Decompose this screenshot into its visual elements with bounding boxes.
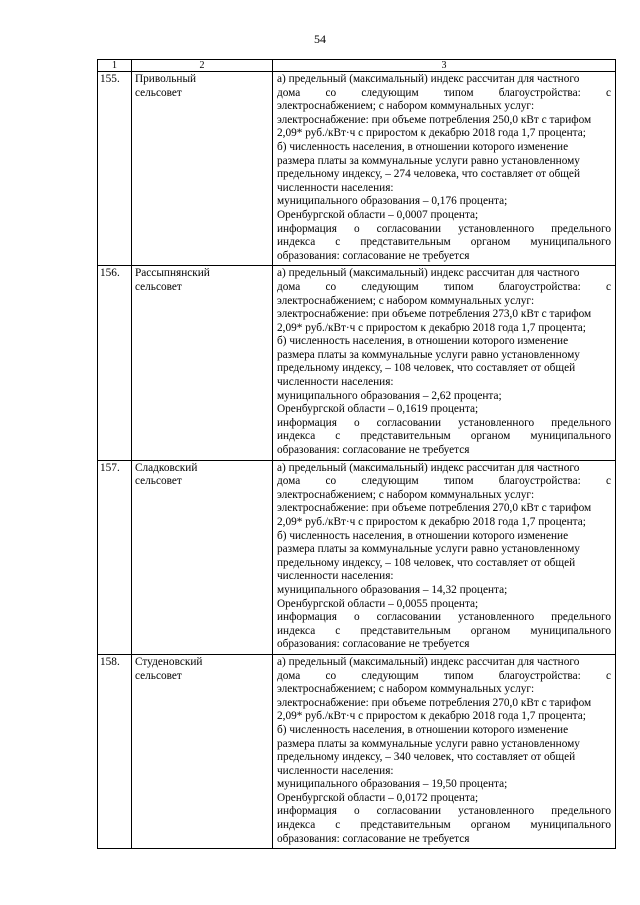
description-line: Оренбургской области – 0,0007 процента; [277,208,479,221]
index-description [273,72,616,266]
description-line: 2,09* руб./кВт·ч с приростом к декабрю 2018 года 1,7 процента; [277,321,586,334]
description-line: численности населения: [277,181,394,194]
table-row [98,266,616,460]
description-line: муниципального образования – 19,50 процента; [277,778,508,791]
municipality-name [132,266,273,460]
description-line: а) предельный (максимальный) индекс рассчитан для частного [277,267,580,280]
description-line: предельному индексу, – 340 человек, что составляет от общей [277,751,576,764]
description-line: индекса с представительным органом муниципального [277,236,611,249]
table-body [98,72,616,849]
description-line: Оренбургской области – 0,0172 процента; [277,791,479,804]
description-line: Оренбургской области – 0,1619 процента; [277,403,479,416]
description-line: электроснабжением; с набором коммунальных услуг: [277,100,535,113]
description-line: электроснабжение: при объеме потребления 270,0 кВт с тарифом [277,502,592,515]
description-line: дома со следующим типом благоустройства: с [277,280,611,293]
description-line: дома со следующим типом благоустройства: с [277,86,611,99]
description-line: предельному индексу, – 108 человек, что составляет от общей [277,362,576,375]
municipality-name-line-2: сельсовет [135,475,182,488]
column-header-2: 2 [132,60,273,72]
description-line: 2,09* руб./кВт·ч с приростом к декабрю 2018 года 1,7 процента; [277,516,586,528]
table-row [98,654,616,848]
description-line: информация о согласовании установленного предельного [277,416,611,429]
description-line: индекса с представительным органом муниципального [277,819,611,832]
row-number: 157. [98,460,132,654]
description-line: б) численность населения, в отношении которого изменение [277,723,569,736]
column-header-1: 1 [98,60,132,72]
description-line: образования: согласование не требуется [277,638,470,651]
description-line: а) предельный (максимальный) индекс рассчитан для частного [277,655,580,668]
description-line: дома со следующим типом благоустройства: с [277,475,611,488]
description-line: дома со следующим типом благоустройства: с [277,669,611,682]
tariff-index-table [97,59,616,849]
description-line: численности населения: [277,764,394,777]
description-line: размера платы за коммунальные услуги равно установленному [277,737,580,750]
description-line: а) предельный (максимальный) индекс рассчитан для частного [277,73,580,85]
description-line: предельному индексу, – 274 человека, что составляет от общей [277,168,580,181]
index-description [273,266,616,460]
row-number: 156. [98,266,132,460]
column-header-3: 3 [273,60,616,72]
description-line: б) численность населения, в отношении которого изменение [277,529,569,542]
row-number: 155. [98,72,132,266]
description-line: б) численность населения, в отношении которого изменение [277,335,569,348]
description-line: электроснабжением; с набором коммунальных услуг: [277,683,535,696]
municipality-name-line-1: Рассыпнянский [135,267,210,280]
description-line: образования: согласование не требуется [277,832,470,845]
description-line: электроснабжение: при объеме потребления 270,0 кВт с тарифом [277,696,592,709]
description-line: 2,09* руб./кВт·ч с приростом к декабрю 2018 года 1,7 процента; [277,127,586,140]
description-line: электроснабжение: при объеме потребления 250,0 кВт с тарифом [277,113,592,126]
municipality-name-line-2: сельсовет [135,280,182,293]
description-line: а) предельный (максимальный) индекс рассчитан для частного [277,461,580,474]
description-line: предельному индексу, – 108 человек, что составляет от общей [277,556,576,569]
description-line: информация о согласовании установленного предельного [277,222,611,235]
municipality-name-line-2: сельсовет [135,86,182,99]
description-line: Оренбургской области – 0,0055 процента; [277,597,479,610]
table-header-row [98,60,616,72]
table-row [98,72,616,266]
description-line: электроснабжением; с набором коммунальных услуг: [277,294,535,307]
description-line: информация о согласовании установленного предельного [277,805,611,818]
description-line: муниципального образования – 2,62 процента; [277,389,502,402]
description-line: электроснабжение: при объеме потребления 273,0 кВт с тарифом [277,308,592,321]
municipality-name-line-1: Привольный [135,73,197,85]
description-line: образования: согласование не требуется [277,444,470,457]
municipality-name [132,72,273,266]
index-description [273,460,616,654]
municipality-name-line-1: Студеновский [135,655,203,668]
table-row [98,460,616,654]
index-description [273,654,616,848]
description-line: информация о согласовании установленного предельного [277,611,611,624]
description-line: размера платы за коммунальные услуги равно установленному [277,154,580,167]
description-line: индекса с представительным органом муниципального [277,430,611,443]
description-line: электроснабжением; с набором коммунальных услуг: [277,488,535,501]
municipality-name-line-1: Сладковский [135,461,198,474]
description-line: муниципального образования – 14,32 процента; [277,583,508,596]
municipality-name-line-2: сельсовет [135,669,182,682]
municipality-name [132,460,273,654]
municipality-name [132,654,273,848]
description-line: образования: согласование не требуется [277,249,470,262]
description-line: муниципального образования – 0,176 процента; [277,195,508,208]
description-line: численности населения: [277,376,394,389]
description-line: б) численность населения, в отношении которого изменение [277,140,569,153]
description-line: размера платы за коммунальные услуги равно установленному [277,543,580,556]
page-number: 54 [314,32,326,46]
row-number: 158. [98,654,132,848]
description-line: размера платы за коммунальные услуги равно установленному [277,348,580,361]
description-line: 2,09* руб./кВт·ч с приростом к декабрю 2018 года 1,7 процента; [277,710,586,723]
description-line: численности населения: [277,570,394,583]
description-line: индекса с представительным органом муниципального [277,624,611,637]
